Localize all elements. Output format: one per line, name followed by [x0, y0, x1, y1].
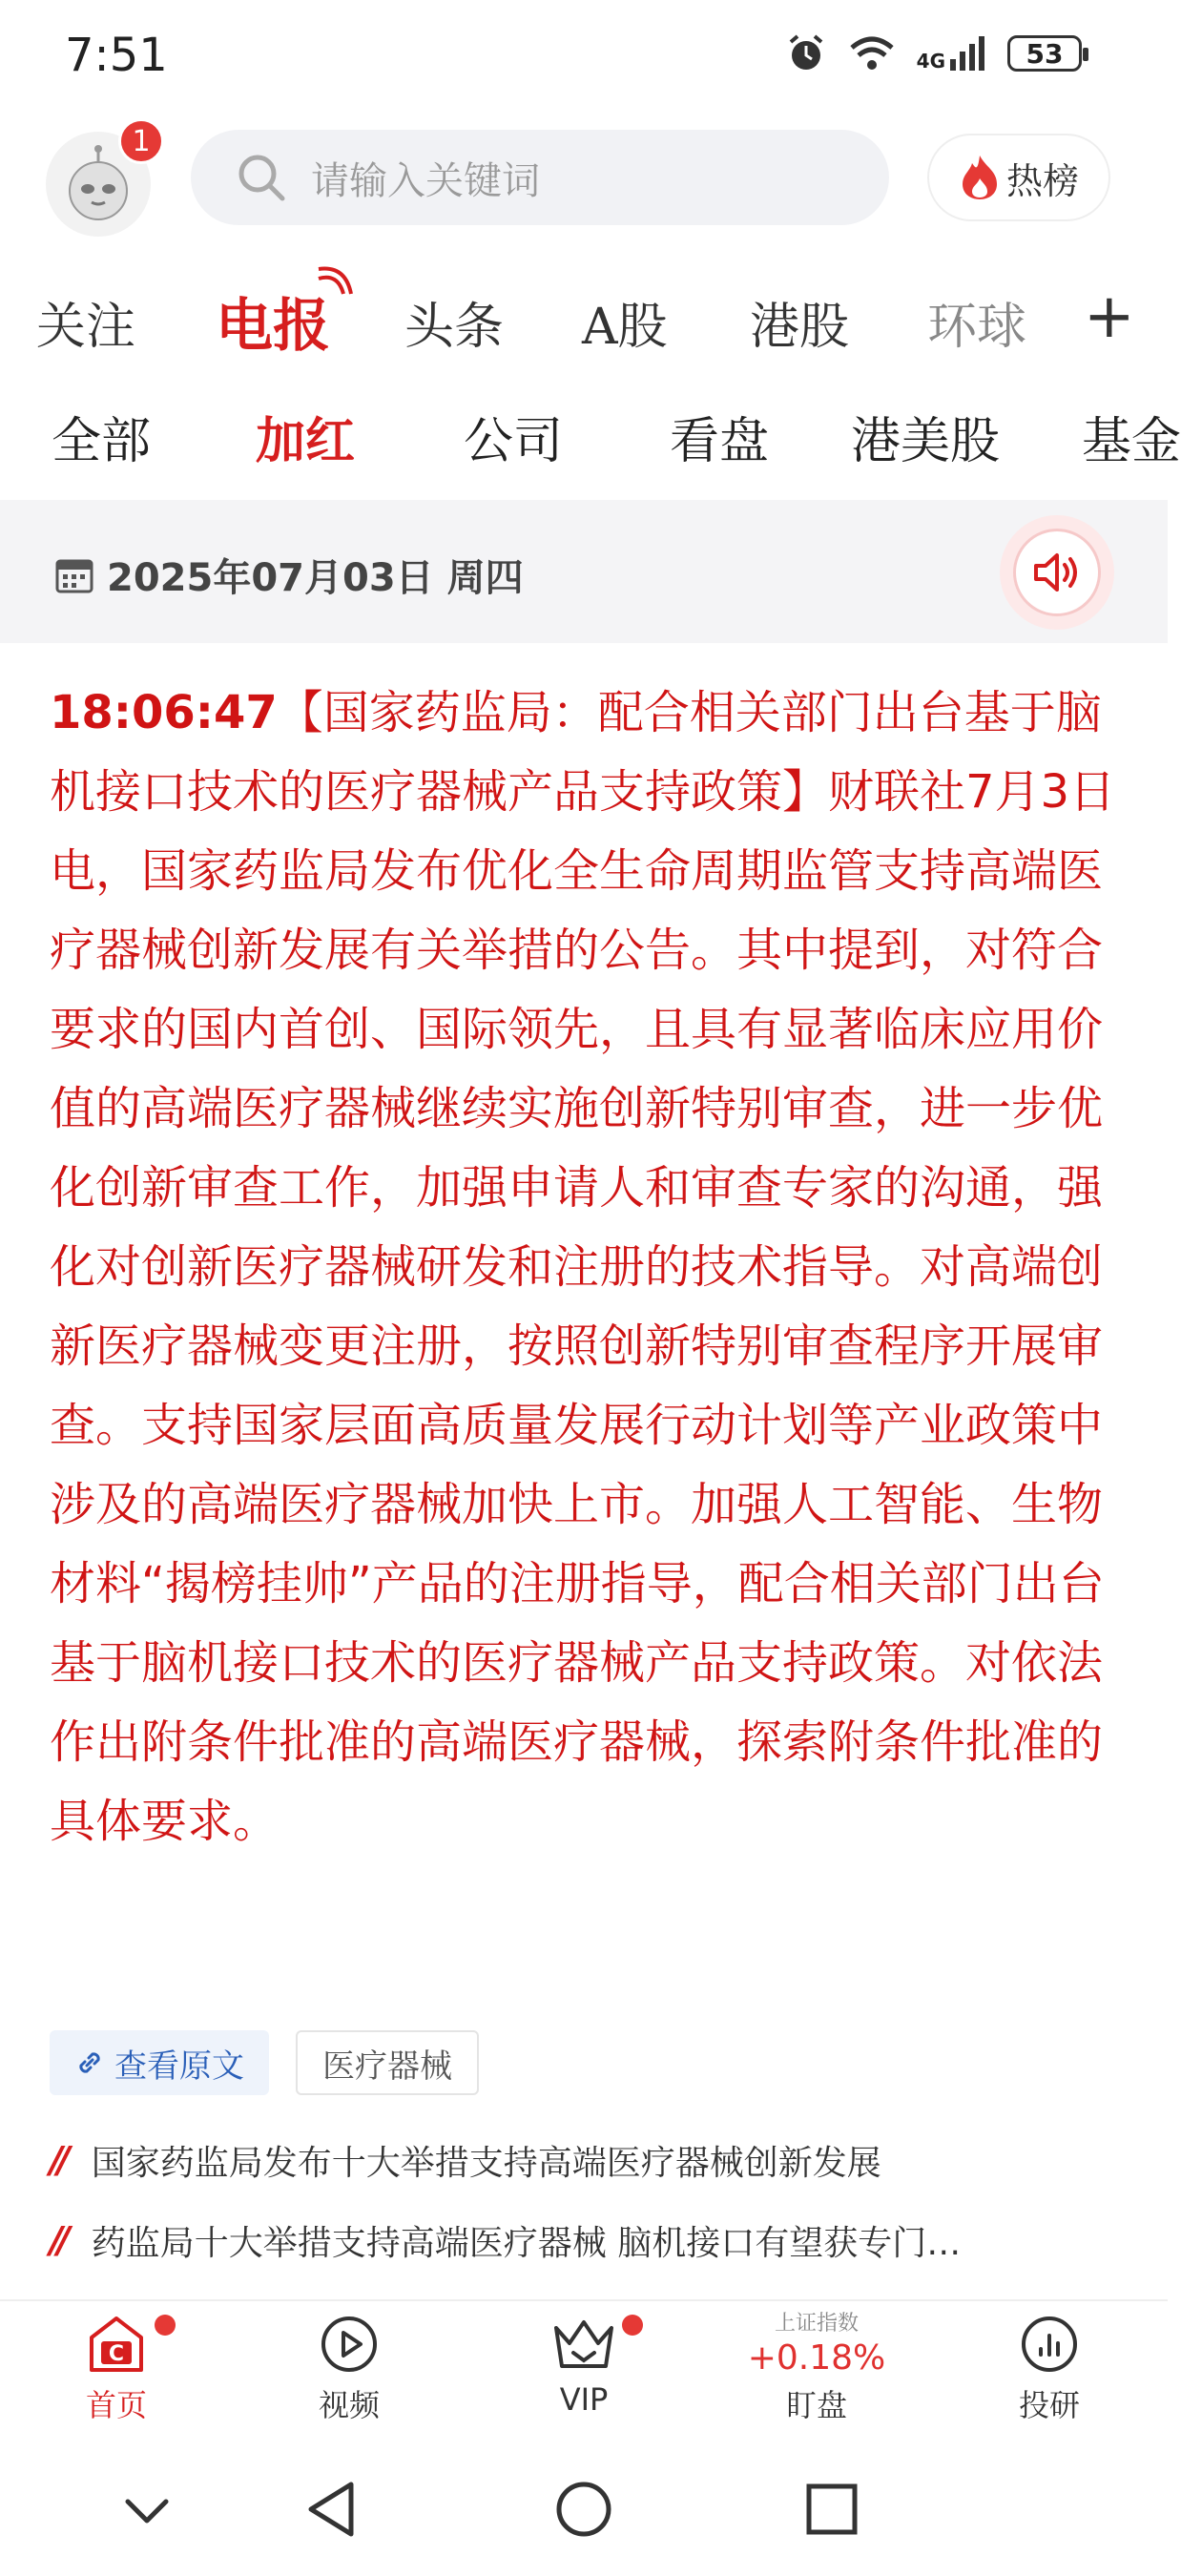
- index-name: 上证指数: [774, 2312, 859, 2336]
- subtab-highlighted[interactable]: 加红: [256, 413, 356, 470]
- vip-notification-dot: [622, 2315, 643, 2336]
- related-news-title: 药监局十大举措支持高端医疗器械 脑机接口有望获专门…: [91, 2223, 962, 2263]
- play-icon: [319, 2315, 380, 2374]
- notification-badge: 1: [118, 118, 164, 164]
- search-bar[interactable]: [191, 130, 889, 225]
- home-notification-dot: [155, 2315, 176, 2336]
- related-news-item[interactable]: [50, 2200, 1118, 2280]
- article-body: 【国家药监局：配合相关部门出台基于脑机接口技术的医疗器械产品支持政策】财联社7月3日电，国家药监局发布优化全生命周期监管支持高端医疗器械创新发展有关举措的公告。其中提到，对符合要求的国内首创、国际领先，且具有显著临床应用价值的高端医疗器械继续实施创新特别审查，进一步优化创新审查工作，加强申请人和审查专家的沟通，强化对创新医疗器械研发和注册的技术指导。对高端创新医疗器械变更注册，按照创新特别审查程序开展审查。支持国家层面高质量发展行动计划等产业政策中涉及的高端医疗器械加快上市。加强人工智能、生物材料“揭榜挂帅”产品的注册指导，配合相关部门出台基于脑机接口技术的医疗器械产品支持政策。对依法作出附条件批准的高端医疗器械，探索附条件批准的具体要求。: [50, 686, 1116, 1848]
- article-time: 18:06:47: [50, 686, 278, 739]
- live-signal-icon: [313, 265, 351, 303]
- tab-follow[interactable]: 关注: [36, 299, 136, 356]
- topic-tag[interactable]: 医疗器械: [296, 2030, 479, 2095]
- tab-hk-stocks[interactable]: 港股: [750, 299, 850, 356]
- article-tags: [50, 2030, 479, 2095]
- subtab-all[interactable]: 全部: [52, 413, 152, 470]
- nav-video-label: 视频: [318, 2387, 380, 2423]
- index-change: +0.18%: [747, 2338, 886, 2378]
- nav-video[interactable]: [273, 2315, 425, 2425]
- main-tab-bar: [0, 277, 1168, 363]
- bottom-navigation: [0, 2299, 1168, 2433]
- nav-research[interactable]: [973, 2315, 1126, 2425]
- nav-market-label: 盯盘: [785, 2387, 847, 2423]
- tab-a-shares[interactable]: A股: [582, 299, 668, 356]
- home-circle-icon[interactable]: [553, 2479, 614, 2540]
- related-news-list: [50, 2120, 1118, 2280]
- subtab-hk-us-stocks[interactable]: 港美股: [851, 413, 1001, 470]
- wifi-icon: [848, 34, 896, 73]
- status-time: 7:51: [65, 29, 168, 82]
- hot-list-button[interactable]: [927, 134, 1110, 221]
- speaker-icon: [1032, 551, 1082, 593]
- date-bar: [0, 500, 1168, 643]
- hot-list-label: 热榜: [1005, 159, 1079, 202]
- subtab-market-watch[interactable]: 看盘: [670, 413, 770, 470]
- related-news-title: 国家药监局发布十大举措支持高端医疗器械创新发展: [91, 2143, 881, 2183]
- search-placeholder: 请输入关键词: [311, 158, 540, 203]
- audio-button-inner: [1013, 529, 1101, 616]
- add-tab-button[interactable]: +: [1084, 281, 1135, 352]
- tab-headlines[interactable]: 头条: [404, 299, 505, 356]
- battery-indicator: 53: [1007, 35, 1082, 72]
- alarm-icon: [785, 32, 827, 74]
- subtab-company[interactable]: 公司: [464, 413, 564, 470]
- signal-icon: [917, 34, 986, 73]
- tab-telegraph[interactable]: 电报: [216, 293, 330, 360]
- nav-vip-label: VIP: [559, 2381, 609, 2418]
- back-icon[interactable]: [303, 2479, 361, 2540]
- view-original-label: 查看原文: [114, 2046, 244, 2086]
- status-bar: [0, 0, 1168, 114]
- nav-research-label: 投研: [1018, 2387, 1080, 2423]
- home-c-icon: [86, 2315, 147, 2374]
- network-type: 4G: [916, 50, 945, 73]
- recent-apps-icon[interactable]: [803, 2479, 860, 2540]
- crown-icon: [550, 2315, 617, 2374]
- related-news-item[interactable]: [50, 2120, 1118, 2200]
- subtab-funds[interactable]: 基金: [1082, 413, 1181, 470]
- search-icon: [235, 151, 288, 204]
- nav-market-watch[interactable]: [740, 2305, 893, 2425]
- svg-text:C: C: [108, 2342, 125, 2366]
- view-original-button[interactable]: [50, 2030, 269, 2095]
- calendar-icon: [55, 555, 93, 593]
- slash-mark-icon: //: [50, 2219, 65, 2261]
- audio-play-button[interactable]: [1000, 515, 1114, 630]
- sub-tab-bar: [0, 401, 1181, 477]
- slash-mark-icon: //: [50, 2139, 65, 2181]
- flame-icon: [959, 154, 1001, 201]
- date-label: 2025年07月03日 周四: [107, 556, 524, 600]
- tab-global[interactable]: 环球: [927, 299, 1027, 356]
- nav-home-label: 首页: [85, 2387, 147, 2423]
- system-navigation-bar: [0, 2442, 1168, 2576]
- link-icon: [74, 2047, 105, 2078]
- telegraph-article[interactable]: [50, 674, 1118, 1861]
- status-icons: [785, 32, 1082, 74]
- bar-chart-circle-icon: [1019, 2315, 1080, 2374]
- chevron-down-icon[interactable]: [120, 2492, 174, 2530]
